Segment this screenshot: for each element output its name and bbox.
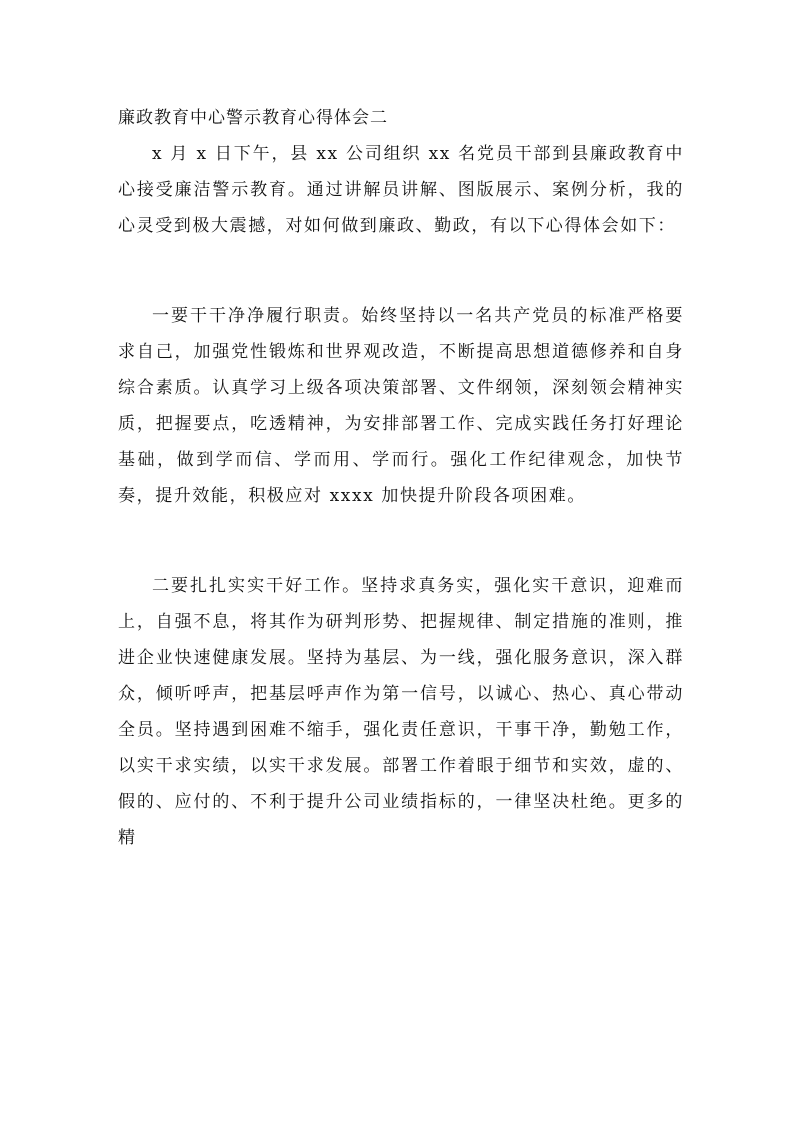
paragraph-point-two: 二要扎扎实实干好工作。坚持求真务实，强化实干意识，迎难而上，自强不息，将其作为研判形势、把握规律、制定措施的准则，推进企业快速健康发展。坚持为基层、为一线，强化服务意识，深入群众，倾听呼声，把基层呼声作为第一信号，以诚心、热心、真心带动全员。坚持遇到困难不缩手，强化责任意识，干事干净，勤勉工作，以实干求实绩，以实干求发展。部署工作着眼于细节和实效，虚的、假的、应付的、不利于提升公司业绩指标的，一律坚决杜绝。更多的精 (118, 576, 684, 848)
paragraph-spacer (118, 244, 684, 298)
paragraph-point-one: 一要干干净净履行职责。始终坚持以一名共产党员的标准严格要求自己，加强党性锻炼和世界观改造，不断提高思想道德修养和自身综合素质。认真学习上级各项决策部署、文件纲领，深刻领会精神实质，把握要点，吃透精神，为安排部署工作、完成实践任务打好理论基础，做到学而信、学而用、学而行。强化工作纪律观念，加快节奏，提升效能，积极应对 xxxx 加快提升阶段各项困难。 (118, 306, 684, 506)
paragraph-intro: x 月 x 日下午，县 xx 公司组织 xx 名党员干部到县廉政教育中心接受廉洁警示教育。通过讲解员讲解、图版展示、案例分析，我的心灵受到极大震撼，对如何做到廉政、勤政，有以下心得体会如下： (118, 144, 684, 236)
document-title: 廉政教育中心警示教育心得体会二 (118, 108, 388, 128)
paragraph-spacer (118, 514, 684, 568)
document-body (118, 100, 684, 856)
